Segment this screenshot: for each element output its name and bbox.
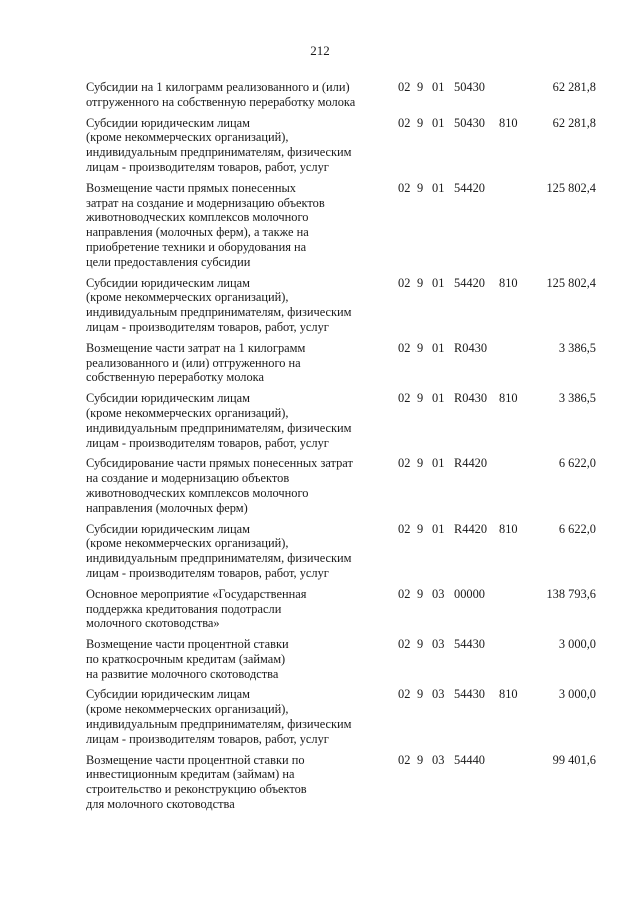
row-description: Возмещение части прямых понесенных затрат на создание и модернизацию объектов животноводческих комплексов молочного направления (молочных ферм), а также на приобретение техники и оборудования на цели предоставления субсидии bbox=[86, 180, 325, 269]
row-description: Субсидии юридическим лицам (кроме некоммерческих организаций), индивидуальным предпринимателям, физическим лицам - производителям товаров, работ, услуг bbox=[86, 521, 352, 580]
code-event: 03 bbox=[432, 586, 445, 601]
amount-value: 3 386,5 bbox=[558, 340, 596, 355]
code-expense-type: 810 bbox=[499, 275, 518, 290]
row-description: Возмещение части процентной ставки по краткосрочным кредитам (займам) на развитие молочного скотоводства bbox=[86, 637, 289, 681]
table-row bbox=[86, 276, 606, 335]
code-subprogram: 9 bbox=[417, 586, 424, 601]
code-subprogram: 9 bbox=[417, 275, 424, 290]
code-program: 02 bbox=[398, 180, 411, 195]
code-expense-type: 810 bbox=[499, 687, 518, 702]
code-subprogram: 9 bbox=[417, 80, 424, 94]
amount-value: 6 622,0 bbox=[558, 521, 596, 536]
code-program: 02 bbox=[398, 340, 411, 355]
amount-value: 125 802,4 bbox=[546, 180, 596, 195]
code-event: 01 bbox=[432, 275, 445, 290]
table-row bbox=[86, 637, 606, 681]
code-subprogram: 9 bbox=[417, 340, 424, 355]
row-description: Основное мероприятие «Государственная поддержка кредитования подотрасли молочного скотоводства» bbox=[86, 586, 307, 631]
code-direction: R4420 bbox=[454, 456, 488, 471]
table-row bbox=[86, 687, 606, 746]
code-program: 02 bbox=[398, 687, 411, 702]
code-subprogram: 9 bbox=[417, 752, 424, 767]
code-subprogram: 9 bbox=[417, 637, 424, 652]
row-description: Субсидии юридическим лицам (кроме некоммерческих организаций), индивидуальным предпринимателям, физическим лицам - производителям товаров, работ, услуг bbox=[86, 687, 352, 746]
code-event: 03 bbox=[432, 752, 445, 767]
code-program: 02 bbox=[398, 637, 411, 652]
table-row bbox=[86, 391, 606, 450]
amount-value: 6 622,0 bbox=[558, 456, 596, 471]
amount-value: 3 000,0 bbox=[558, 687, 596, 702]
code-expense-type: 810 bbox=[499, 521, 518, 536]
row-description: Субсидии юридическим лицам (кроме некоммерческих организаций), индивидуальным предпринимателям, физическим лицам - производителям товаров, работ, услуг bbox=[86, 275, 352, 334]
amount-value: 3 000,0 bbox=[558, 637, 596, 652]
table-row bbox=[86, 80, 606, 110]
code-event: 01 bbox=[432, 521, 445, 536]
code-event: 01 bbox=[432, 115, 445, 130]
code-program: 02 bbox=[398, 521, 411, 536]
row-description: Субсидии на 1 килограмм реализованного и (или) отгруженного на собственную переработку молока bbox=[86, 80, 356, 109]
code-direction: 50430 bbox=[454, 115, 485, 130]
row-description: Возмещение части процентной ставки по инвестиционным кредитам (займам) на строительство и реконструкцию объектов для молочного скотоводства bbox=[86, 752, 307, 812]
code-event: 03 bbox=[432, 637, 445, 652]
code-subprogram: 9 bbox=[417, 391, 424, 406]
code-event: 01 bbox=[432, 80, 445, 94]
code-subprogram: 9 bbox=[417, 521, 424, 536]
code-program: 02 bbox=[398, 752, 411, 767]
code-direction: 54430 bbox=[454, 687, 485, 702]
budget-table bbox=[86, 80, 606, 818]
table-row bbox=[86, 587, 606, 631]
amount-value: 3 386,5 bbox=[558, 391, 596, 406]
code-program: 02 bbox=[398, 115, 411, 130]
code-expense-type: 810 bbox=[499, 115, 518, 130]
row-description: Субсидирование части прямых понесенных затрат на создание и модернизацию объектов животноводческих комплексов молочного направления (молочных ферм) bbox=[86, 456, 353, 515]
code-direction: 00000 bbox=[454, 586, 485, 601]
code-subprogram: 9 bbox=[417, 180, 424, 195]
code-subprogram: 9 bbox=[417, 456, 424, 471]
code-direction: R0430 bbox=[454, 391, 488, 406]
code-event: 01 bbox=[432, 456, 445, 471]
table-row bbox=[86, 456, 606, 515]
amount-value: 125 802,4 bbox=[546, 275, 596, 290]
code-event: 01 bbox=[432, 180, 445, 195]
code-direction: 54440 bbox=[454, 752, 485, 767]
code-program: 02 bbox=[398, 586, 411, 601]
amount-value: 62 281,8 bbox=[552, 80, 596, 94]
code-direction: 54420 bbox=[454, 180, 485, 195]
code-direction: 54420 bbox=[454, 275, 485, 290]
table-row bbox=[86, 181, 606, 270]
amount-value: 99 401,6 bbox=[552, 752, 596, 767]
row-description: Субсидии юридическим лицам (кроме некоммерческих организаций), индивидуальным предпринимателям, физическим лицам - производителям товаров, работ, услуг bbox=[86, 391, 352, 450]
amount-value: 62 281,8 bbox=[552, 115, 596, 130]
code-event: 03 bbox=[432, 687, 445, 702]
code-event: 01 bbox=[432, 340, 445, 355]
code-direction: R0430 bbox=[454, 340, 488, 355]
row-description: Возмещение части затрат на 1 килограмм реализованного и (или) отгруженного на собственную переработку молока bbox=[86, 340, 306, 385]
code-event: 01 bbox=[432, 391, 445, 406]
code-program: 02 bbox=[398, 456, 411, 471]
code-subprogram: 9 bbox=[417, 115, 424, 130]
code-program: 02 bbox=[398, 80, 411, 94]
table-row bbox=[86, 116, 606, 175]
code-direction: 50430 bbox=[454, 80, 485, 94]
code-direction: 54430 bbox=[454, 637, 485, 652]
code-expense-type: 810 bbox=[499, 391, 518, 406]
code-program: 02 bbox=[398, 275, 411, 290]
amount-value: 138 793,6 bbox=[546, 586, 596, 601]
code-direction: R4420 bbox=[454, 521, 488, 536]
table-row bbox=[86, 522, 606, 581]
page-number: 212 bbox=[310, 43, 330, 58]
code-program: 02 bbox=[398, 391, 411, 406]
row-description: Субсидии юридическим лицам (кроме некоммерческих организаций), индивидуальным предпринимателям, физическим лицам - производителям товаров, работ, услуг bbox=[86, 115, 352, 174]
table-row bbox=[86, 341, 606, 385]
table-row bbox=[86, 753, 606, 812]
code-subprogram: 9 bbox=[417, 687, 424, 702]
